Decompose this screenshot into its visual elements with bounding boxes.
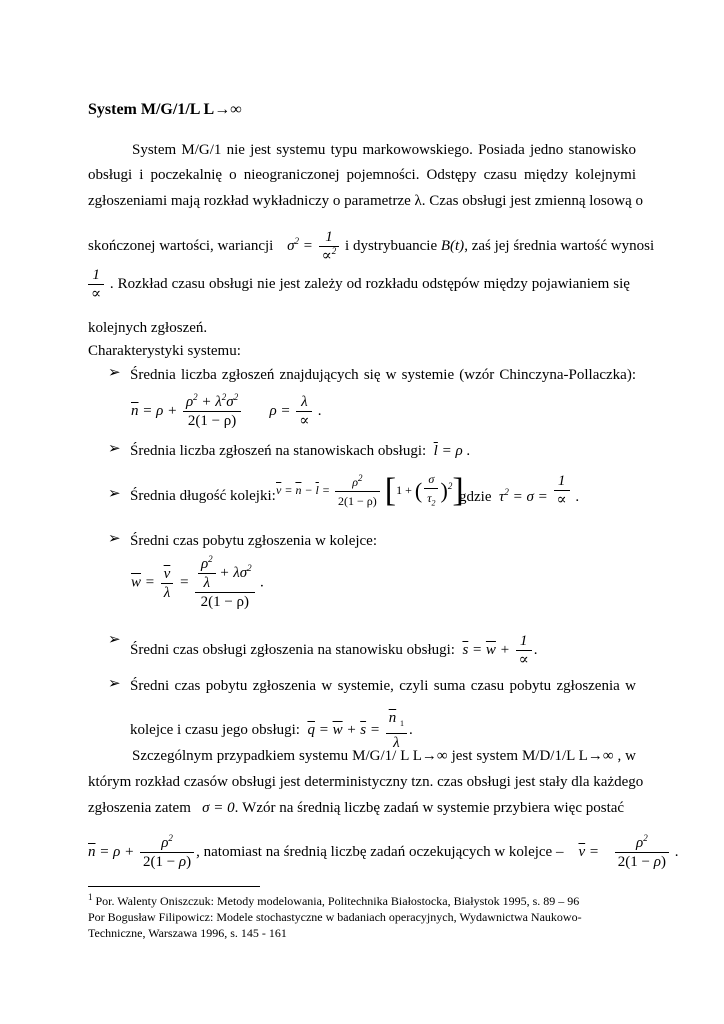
para2-line3 (88, 798, 636, 818)
footnote-2: Por Bogusław Filipowicz: Modele stochastyczne w badaniach operacyjnych, Wydawnictwa Naukowo- (88, 910, 582, 924)
item2-line: Średnia liczba zgłoszeń na stanowiskach obsługi: $\overline{l} = \rho$ . (130, 443, 471, 459)
footnote-mark: 1 (88, 892, 93, 902)
bullet-arrow-icon: ➢ (108, 676, 121, 692)
system-time-fraction: $\frac{\overline{n} _1}{\lambda}$ (386, 709, 407, 752)
para1-line6: kolejnych zgłoszeń. (88, 320, 208, 336)
variance-formula: $\sigma^2$ = (287, 235, 313, 254)
formula-queue-time: $\overline{w}$ = $\frac{\overline{v}}{\lambda}$ = $\frac{\rho^2}{\lambda}$ + $\lambda\sigma^2$ 2(1 − ρ) . (131, 554, 265, 610)
para2-line3-b: . Wzór na średnią liczbę zadań w systemie przybiera więc postać (234, 800, 625, 816)
para1-line2: obsługi i poczekalnię o nieograniczonej pojemności. Odstępy czasu między kolejnymi (88, 167, 636, 183)
where-label: gdzie (459, 488, 492, 505)
item3-text: Średnia długość kolejki: (130, 488, 276, 504)
formula-sigma-zero: σ = 0 (194, 800, 235, 816)
formula-service-count: $\overline{l} = \rho$ (433, 443, 463, 459)
item5-text: Średni czas obsługi zgłoszenia na stanowisku obsługi: (130, 641, 455, 658)
bullet-arrow-icon: ➢ (108, 632, 121, 648)
formula-queue-length: $\overline{v} = \overline{n} - \overline{l}$ = $\frac{\rho^2}{2(1 - \rho)}$ [1 + ( $\frac{\sigma}{\tau_2}$ )$^2$] (276, 472, 464, 510)
item6-text2: kolejce i czasu jego obsługi: (130, 721, 300, 738)
para2-line3-a: zgłoszenia zatem (88, 800, 191, 816)
para2-line4: $\overline{n} = \rho$ + $\frac{\rho^2}{2(1 - \rho)}$ , natomiast na średnią liczbę zadań oczekujących w kolejce – $\overline{v}$ = $\frac{\rho^2}{2(1 - \rho)}$ . (88, 833, 679, 870)
variance-fraction: $\frac{1}{\propto^2}$ (319, 228, 340, 265)
mean-label: , zaś jej średnia wartość wynosi (464, 237, 655, 254)
para1-line3: zgłoszeniami mają rozkład wykładniczy o parametrze λ. Czas obsługi jest zmienną losową o (88, 193, 644, 209)
md1-system-fraction: $\frac{\rho^2}{2(1 - \rho)}$ (140, 834, 194, 871)
bullet-arrow-icon: ➢ (108, 441, 121, 457)
cdf-symbol: B(t) (440, 237, 465, 254)
footnote-1 (88, 893, 579, 909)
item5-line: Średni czas obsługi zgłoszenia na stanowisku obsługi: $\overline{s} = \overline{w}$ + $\frac{1}{\propto}$ . (130, 633, 538, 668)
footnote-1-text: Por. Walenty Oniszczuk: Metody modelowania, Politechnika Białostocka, Białystok 1995, s. 89 – 96 (95, 894, 580, 908)
page-title: System M/G/1/L L→∞ (88, 101, 242, 118)
md1-queue-fraction: $\frac{\rho^2}{2(1 - \rho)}$ (615, 834, 669, 871)
para1-line5 (88, 266, 630, 303)
para2-line4-text: , natomiast na średnią liczbę zadań oczekujących w kolejce – (196, 843, 564, 860)
para1-line4 (88, 228, 654, 265)
item6-text: Średni czas pobytu zgłoszenia w systemie, czyli suma czasu pobytu zgłoszenia w (130, 678, 636, 694)
formula-sojourn-service: $\overline{s} = \overline{w}$ + (462, 641, 510, 658)
variance-label: skończonej wartości, wariancji (88, 237, 274, 254)
formula-md1-system: $\overline{n} = \rho$ + (88, 843, 135, 860)
para1-line5-text: . Rozkład czasu obsługi nie jest zależy od rozkładu odstępów między pojawianiem się (109, 275, 630, 292)
formula-tau: $\tau^2 = \sigma$ = (495, 486, 548, 505)
footnote-3: Techniczne, Warszawa 1996, s. 145 - 161 (88, 926, 287, 940)
bullet-arrow-icon: ➢ (108, 365, 121, 381)
service-fraction: $\frac{1}{\propto}$ (516, 632, 532, 669)
footnote-separator (88, 886, 260, 887)
characteristics-label: Charakterystyki systemu: (88, 343, 241, 359)
formula-mean-number-system: $\overline{n} = \rho$ + $\frac{\rho^2 + \lambda^2\sigma^2}{2(1 - \rho)}$ ρ = $\frac{\lambda}{\propto}$ . (131, 392, 322, 429)
formula-md1-queue: $\overline{v}$ = (578, 843, 600, 860)
item1-text: Średnia liczba zgłoszeń znajdujących się w systemie (wzór Chinczyna-Pollaczka): (130, 367, 636, 383)
mean-fraction: $\frac{1}{\propto}$ (88, 266, 104, 303)
para1-line1: System M/G/1 nie jest systemu typu markowowskiego. Posiada jedno stanowisko (132, 142, 636, 158)
item3-where: gdzie $\tau^2 = \sigma$ = $\frac{1}{\propto}$ . (459, 473, 580, 508)
para2-line1: Szczególnym przypadkiem systemu M/G/1/ L L→∞ jest system M/D/1/L L→∞ , w (132, 748, 636, 764)
tau-fraction: $\frac{1}{\propto}$ (554, 472, 570, 509)
item2-text: Średnia liczba zgłoszeń na stanowiskach obsługi: (130, 443, 427, 459)
para2-line2: którym rozkład czasów obsługi jest deterministyczny tzn. czas obsługi jest stały dla każdego (88, 774, 644, 790)
item6-line2: kolejce i czasu jego obsługi: $\overline{q} = \overline{w} + \overline{s}$ = $\frac{\overline{n} _1}{\lambda}$ . (130, 710, 413, 751)
item4-text: Średni czas pobytu zgłoszenia w kolejce: (130, 533, 378, 549)
bullet-arrow-icon: ➢ (108, 531, 121, 547)
bullet-arrow-icon: ➢ (108, 486, 121, 502)
formula-system-time: $\overline{q} = \overline{w} + \overline{s}$ = (307, 721, 380, 738)
cdf-label: i dystrybuancie (345, 237, 438, 254)
